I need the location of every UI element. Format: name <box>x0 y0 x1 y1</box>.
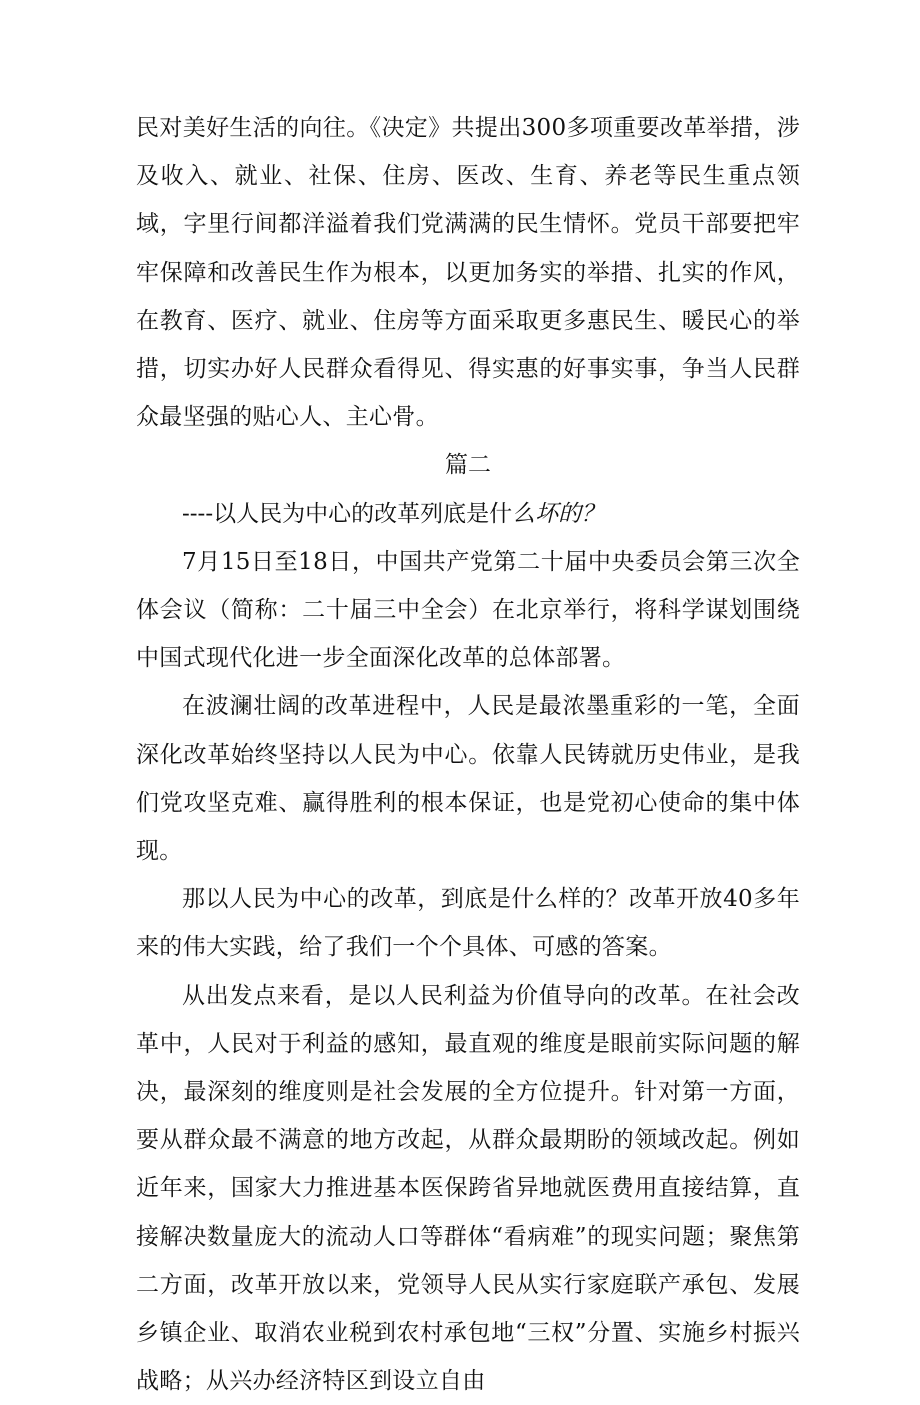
paragraph-question: 那以人民为中心的改革，到底是什么样的？改革开放40多年来的伟大实践，给了我们一个个具体、可感的答案。 <box>136 886 800 961</box>
intro-paragraph: 民对美好生活的向往。《决定》共提出300多项重要改革举措，涉及收入、就业、社保、住房、医改、生育、养老等民生重点领域，字里行间都洋溢着我们党满满的民生情怀。党员干部要把牢牢保障和改善民生作为根本，以更加务实的举措、扎实的作风，在教育、医疗、就业、住房等方面采取更多惠民生、暖民心的举措，切实办好人民群众看得见、得实惠的好事实事，争当人民群众最坚强的贴心人、主心骨。 <box>136 115 800 431</box>
subtitle <box>136 490 800 538</box>
subtitle-lead: ----以人民为中心的改革列底是什 <box>182 500 513 527</box>
section-title: 篇二 <box>445 452 491 479</box>
subtitle-tail: 么坏的？ <box>512 500 605 527</box>
document-page <box>136 104 800 1405</box>
paragraph-meeting: 7月15日至18日，中国共产党第二十届中央委员会第三次全体会议（简称：二十届三中全会）在北京举行，将科学谋划围绕中国式现代化进一步全面深化改革的总体部署。 <box>136 548 800 672</box>
paragraph-starting-point: 从出发点来看，是以人民利益为价值导向的改革。在社会改革中，人民对于利益的感知，最直观的维度是眼前实际问题的解决，最深刻的维度则是社会发展的全方位提升。针对第一方面，要从群众最不满意的地方改起，从群众最期盼的领域改起。例如近年来，国家大力推进基本医保跨省异地就医费用直接结算，直接解决数量庞大的流动人口等群体“看病难”的现实问题；聚焦第二方面，改革开放以来，党领导人民从实行家庭联产承包、发展乡镇企业、取消农业税到农村承包地“三权”分置、实施乡村振兴战略；从兴办经济特区到设立自由 <box>136 982 800 1395</box>
paragraph-people-centered: 在波澜壮阔的改革进程中，人民是最浓墨重彩的一笔，全面深化改革始终坚持以人民为中心。依靠人民铸就历史伟业，是我们党攻坚克难、赢得胜利的根本保证，也是党初心使命的集中体现。 <box>136 693 800 865</box>
